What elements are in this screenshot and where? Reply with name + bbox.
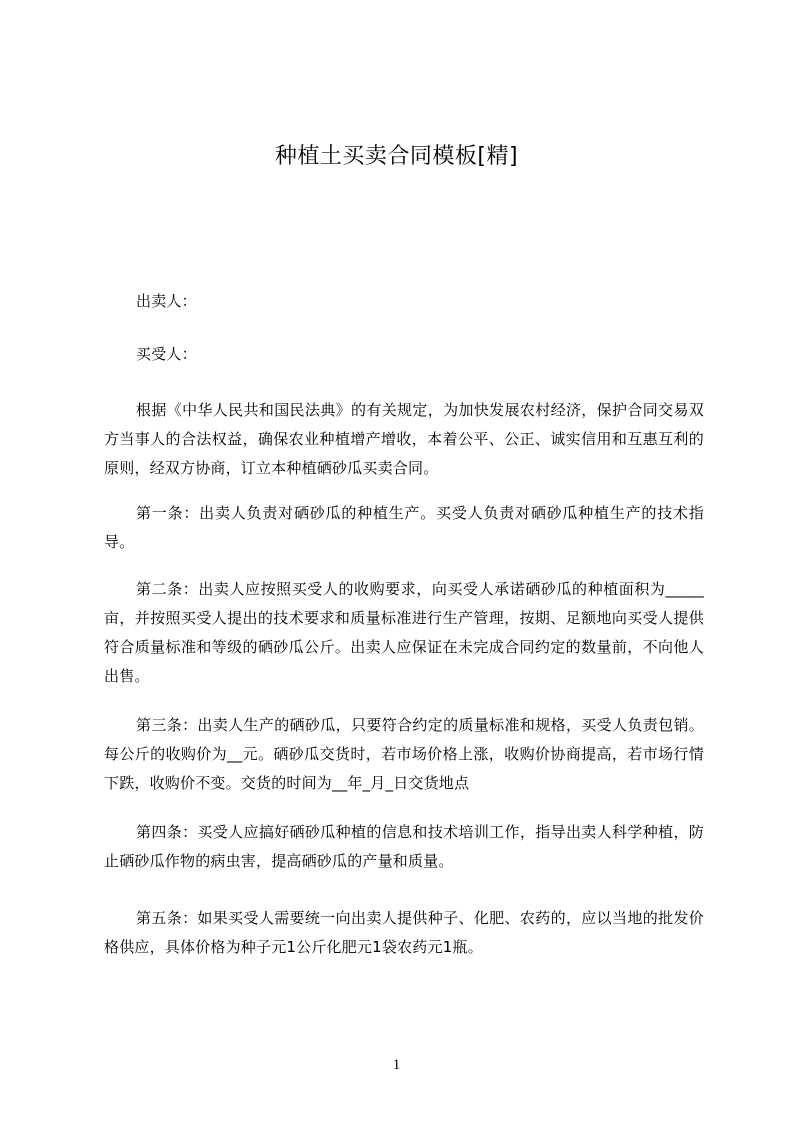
article-5-paragraph: 第五条：如果买受人需要统一向出卖人提供种子、化肥、农药的，应以当地的批发价格供应，具体价格为种子元1公斤化肥元1袋农药元1瓶。 xyxy=(104,909,704,956)
article-1-paragraph: 第一条：出卖人负责对硒砂瓜的种植生产。买受人负责对硒砂瓜种植生产的技术指导。 xyxy=(104,504,704,551)
page-number: 1 xyxy=(392,1057,401,1073)
article-2-paragraph: 第二条：出卖人应按照买受人的收购要求，向买受人承诺硒砂瓜的种植面积为_____亩，并按照买受人提出的技术要求和质量标准进行生产管理，按期、足额地向买受人提供符合质量标准和等级的硒砂瓜公斤。出卖人应保证在未完成合同约定的数量前，不向他人出售。 xyxy=(104,580,704,685)
buyer-line: 买受人： xyxy=(136,345,197,363)
article-3-paragraph: 第三条：出卖人生产的硒砂瓜，只要符合约定的质量标准和规格，买受人负责包销。每公斤的收购价为__元。硒砂瓜交货时，若市场价格上涨，收购价协商提高，若市场行情下跌，收购价不变。交货的时间为__年_月_日交货地点 xyxy=(104,716,704,792)
article-4-paragraph: 第四条：买受人应搞好硒砂瓜种植的信息和技术培训工作，指导出卖人科学种植，防止硒砂瓜作物的病虫害，提高硒砂瓜的产量和质量。 xyxy=(104,823,704,870)
document-title: 种植土买卖合同模板[精] xyxy=(274,144,519,169)
preamble-paragraph: 根据《中华人民共和国民法典》的有关规定，为加快发展农村经济，保护合同交易双方当事人的合法权益，确保农业种植增产增收，本着公平、公正、诚实信用和互惠互利的原则，经双方协商，订立本种植硒砂瓜买卖合同。 xyxy=(104,401,704,477)
seller-line: 出卖人： xyxy=(136,292,197,310)
